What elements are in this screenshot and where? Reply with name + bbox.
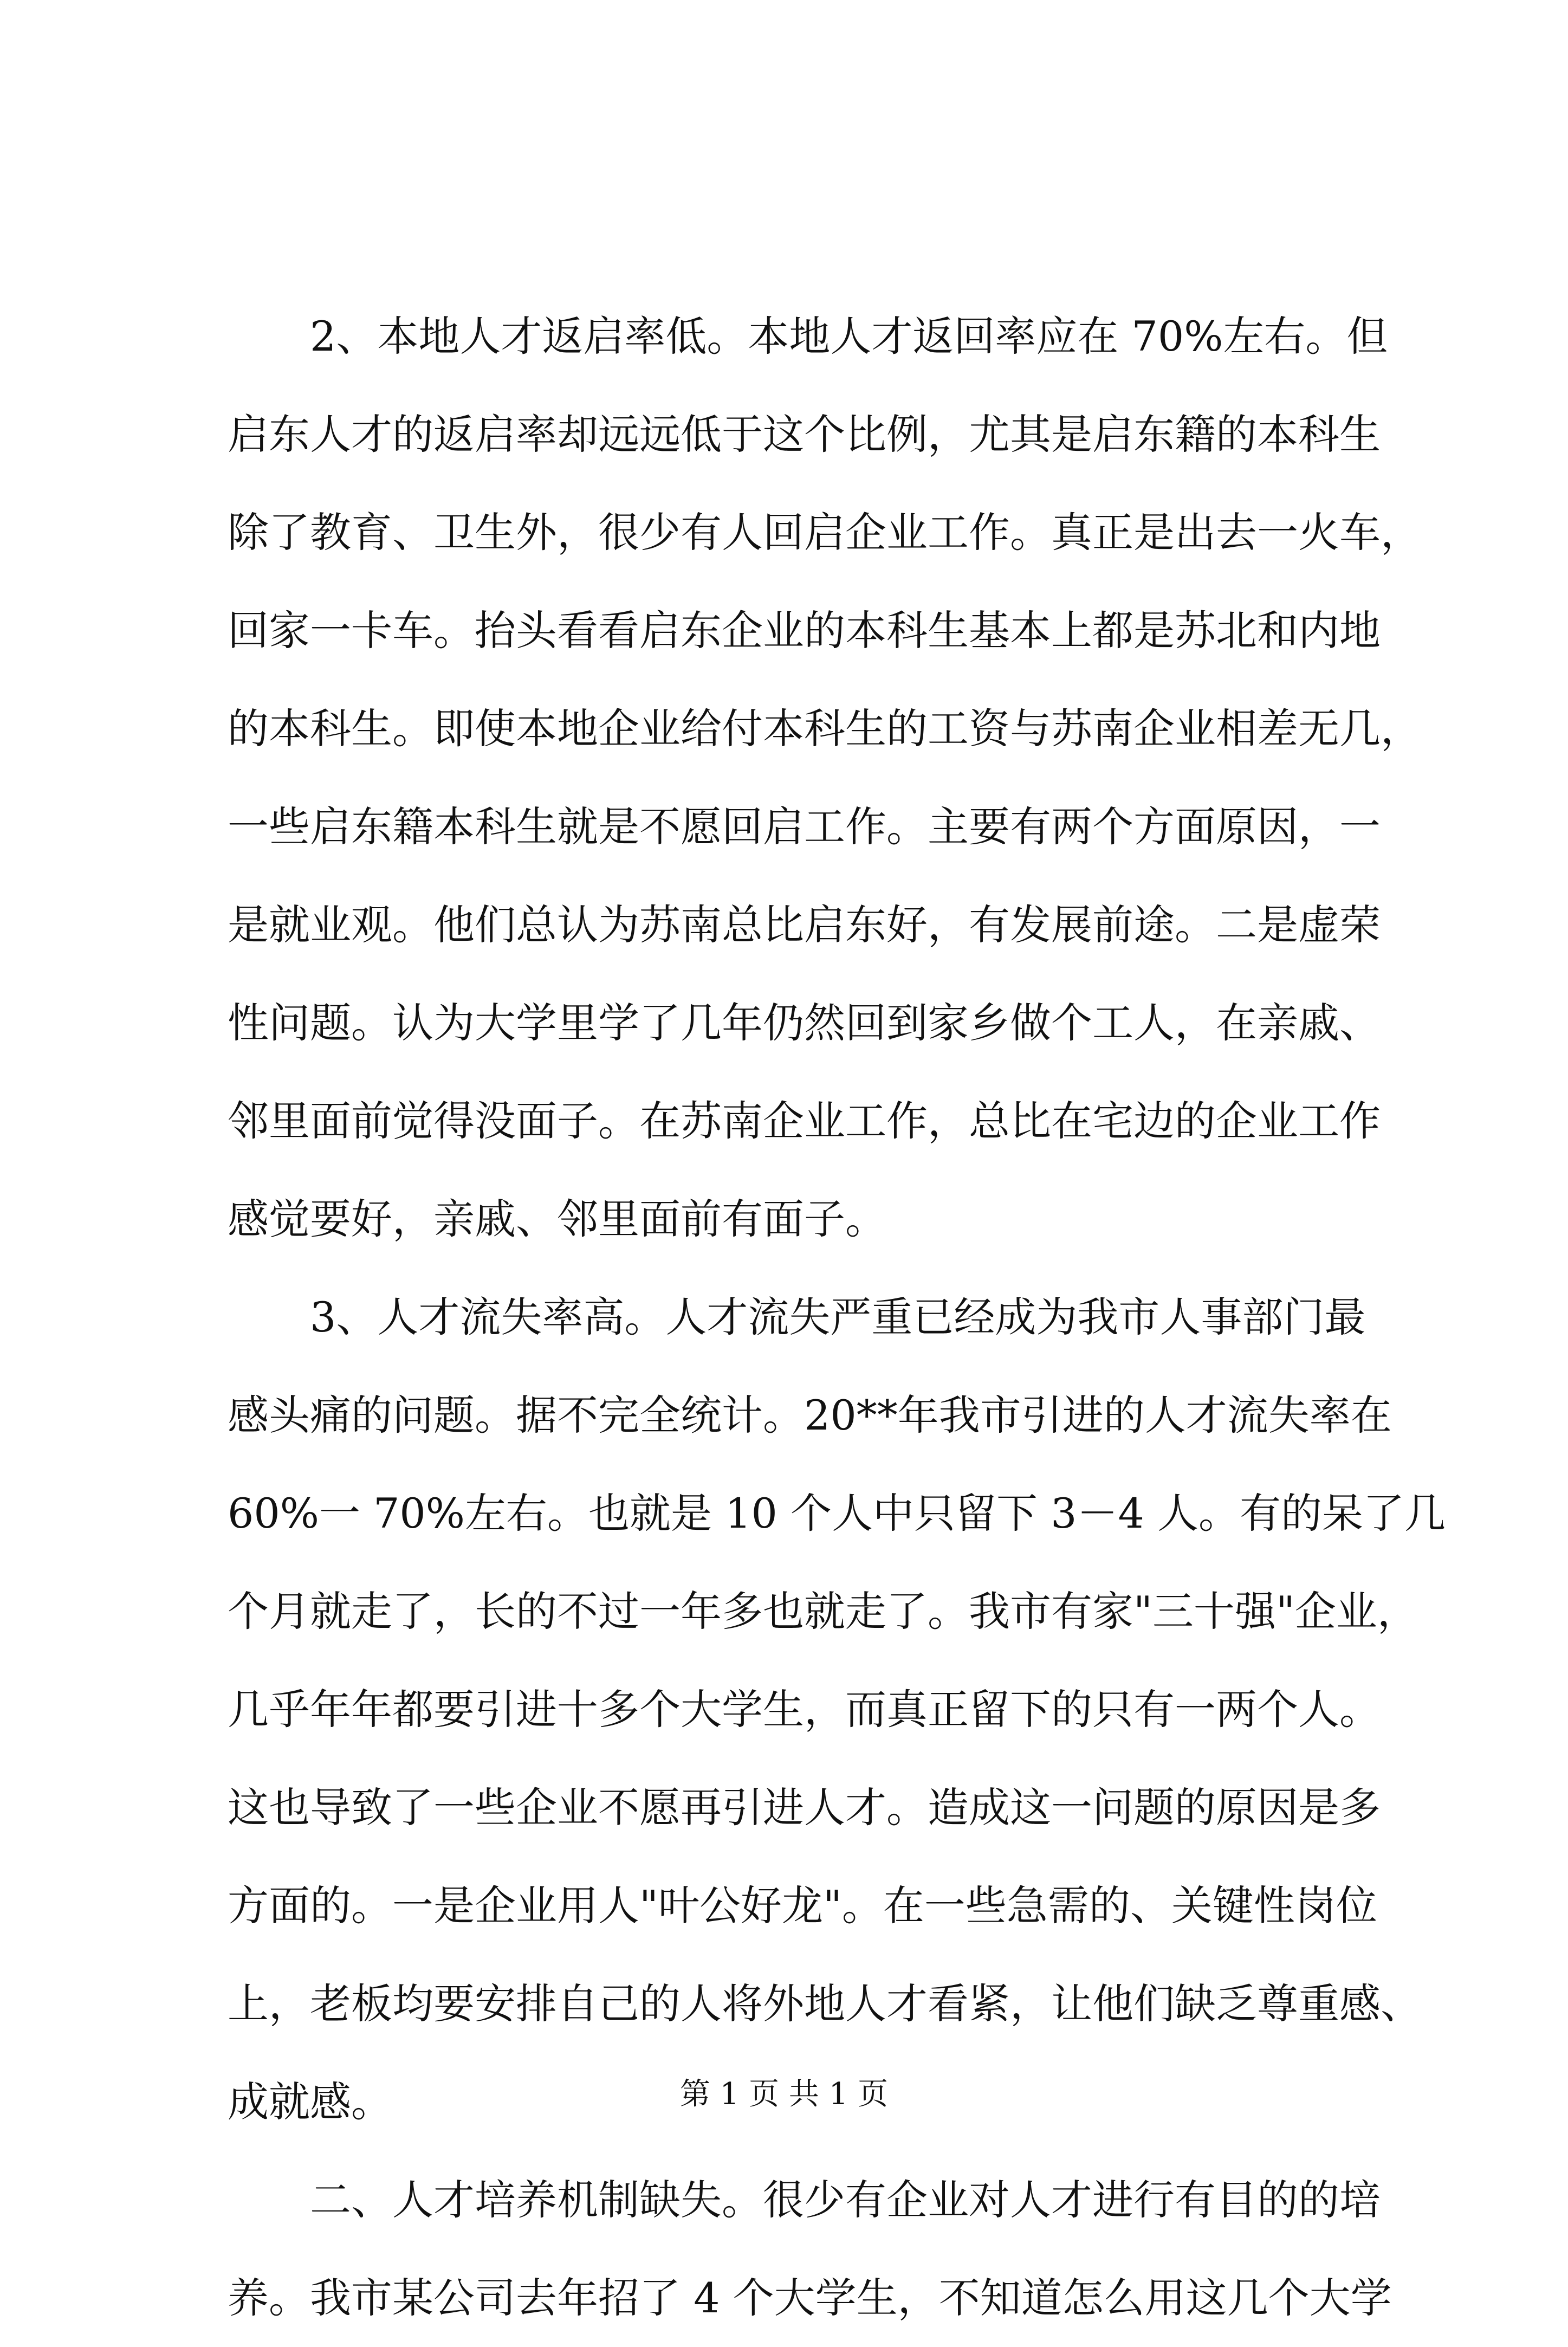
- text-line: 一些启东籍本科生就是不愿回启工作。主要有两个方面原因，一: [228, 803, 1381, 851]
- text-line: 性问题。认为大学里学了几年仍然回到家乡做个工人，在亲戚、: [228, 999, 1381, 1047]
- text-line: 邻里面前觉得没面子。在苏南企业工作，总比在宅边的企业工作: [228, 1097, 1381, 1145]
- text-line: 几乎年年都要引进十多个大学生，而真正留下的只有一两个人。: [228, 1685, 1381, 1734]
- text-line: 方面的。一是企业用人"叶公好龙"。在一些急需的、关键性岗位: [228, 1882, 1377, 1930]
- text-line: 上，老板均要安排自己的人将外地人才看紧，让他们缺乏尊重感、: [228, 1980, 1422, 2028]
- page-footer: 第 1 页 共 1 页: [679, 2077, 889, 2112]
- text-line: 除了教育、卫生外，很少有人回启企业工作。真正是出去一火车，: [228, 508, 1422, 557]
- text-line: 的本科生。即使本地企业给付本科生的工资与苏南企业相差无几，: [228, 704, 1422, 753]
- text-line: 2、本地人才返启率低。本地人才返回率应在 70%左右。但: [310, 312, 1388, 360]
- paragraph-training-mechanism: [228, 2151, 1392, 2347]
- paragraph-local-return-rate: [228, 287, 1422, 1268]
- text-line: 是就业观。他们总认为苏南总比启东好，有发展前途。二是虚荣: [228, 901, 1381, 949]
- text-line: 感头痛的问题。据不完全统计。20**年我市引进的人才流失率在: [228, 1391, 1392, 1439]
- text-line: 二、人才培养机制缺失。很少有企业对人才进行有目的的培: [310, 2176, 1381, 2224]
- text-line: 启东人才的返启率却远远低于这个比例，尤其是启东籍的本科生: [228, 410, 1381, 458]
- text-line: 3、人才流失率高。人才流失严重已经成为我市人事部门最: [310, 1293, 1366, 1341]
- text-line: 养。我市某公司去年招了 4 个大学生，不知道怎么用这几个大学: [228, 2274, 1392, 2322]
- text-line: 这也导致了一些企业不愿再引进人才。造成这一问题的原因是多: [228, 1783, 1381, 1832]
- text-line: 回家一卡车。抬头看看启东企业的本科生基本上都是苏北和内地: [228, 606, 1381, 655]
- text-line: 成就感。: [228, 2078, 392, 2126]
- text-line: 个月就走了，长的不过一年多也就走了。我市有家"三十强"企业，: [228, 1587, 1418, 1635]
- body-text: [228, 287, 1446, 2347]
- text-line: 60%一 70%左右。也就是 10 个人中只留下 3－4 人。有的呆了几: [228, 1489, 1446, 1537]
- paragraph-talent-loss: [228, 1268, 1446, 2151]
- text-line: 感觉要好，亲戚、邻里面前有面子。: [228, 1195, 886, 1243]
